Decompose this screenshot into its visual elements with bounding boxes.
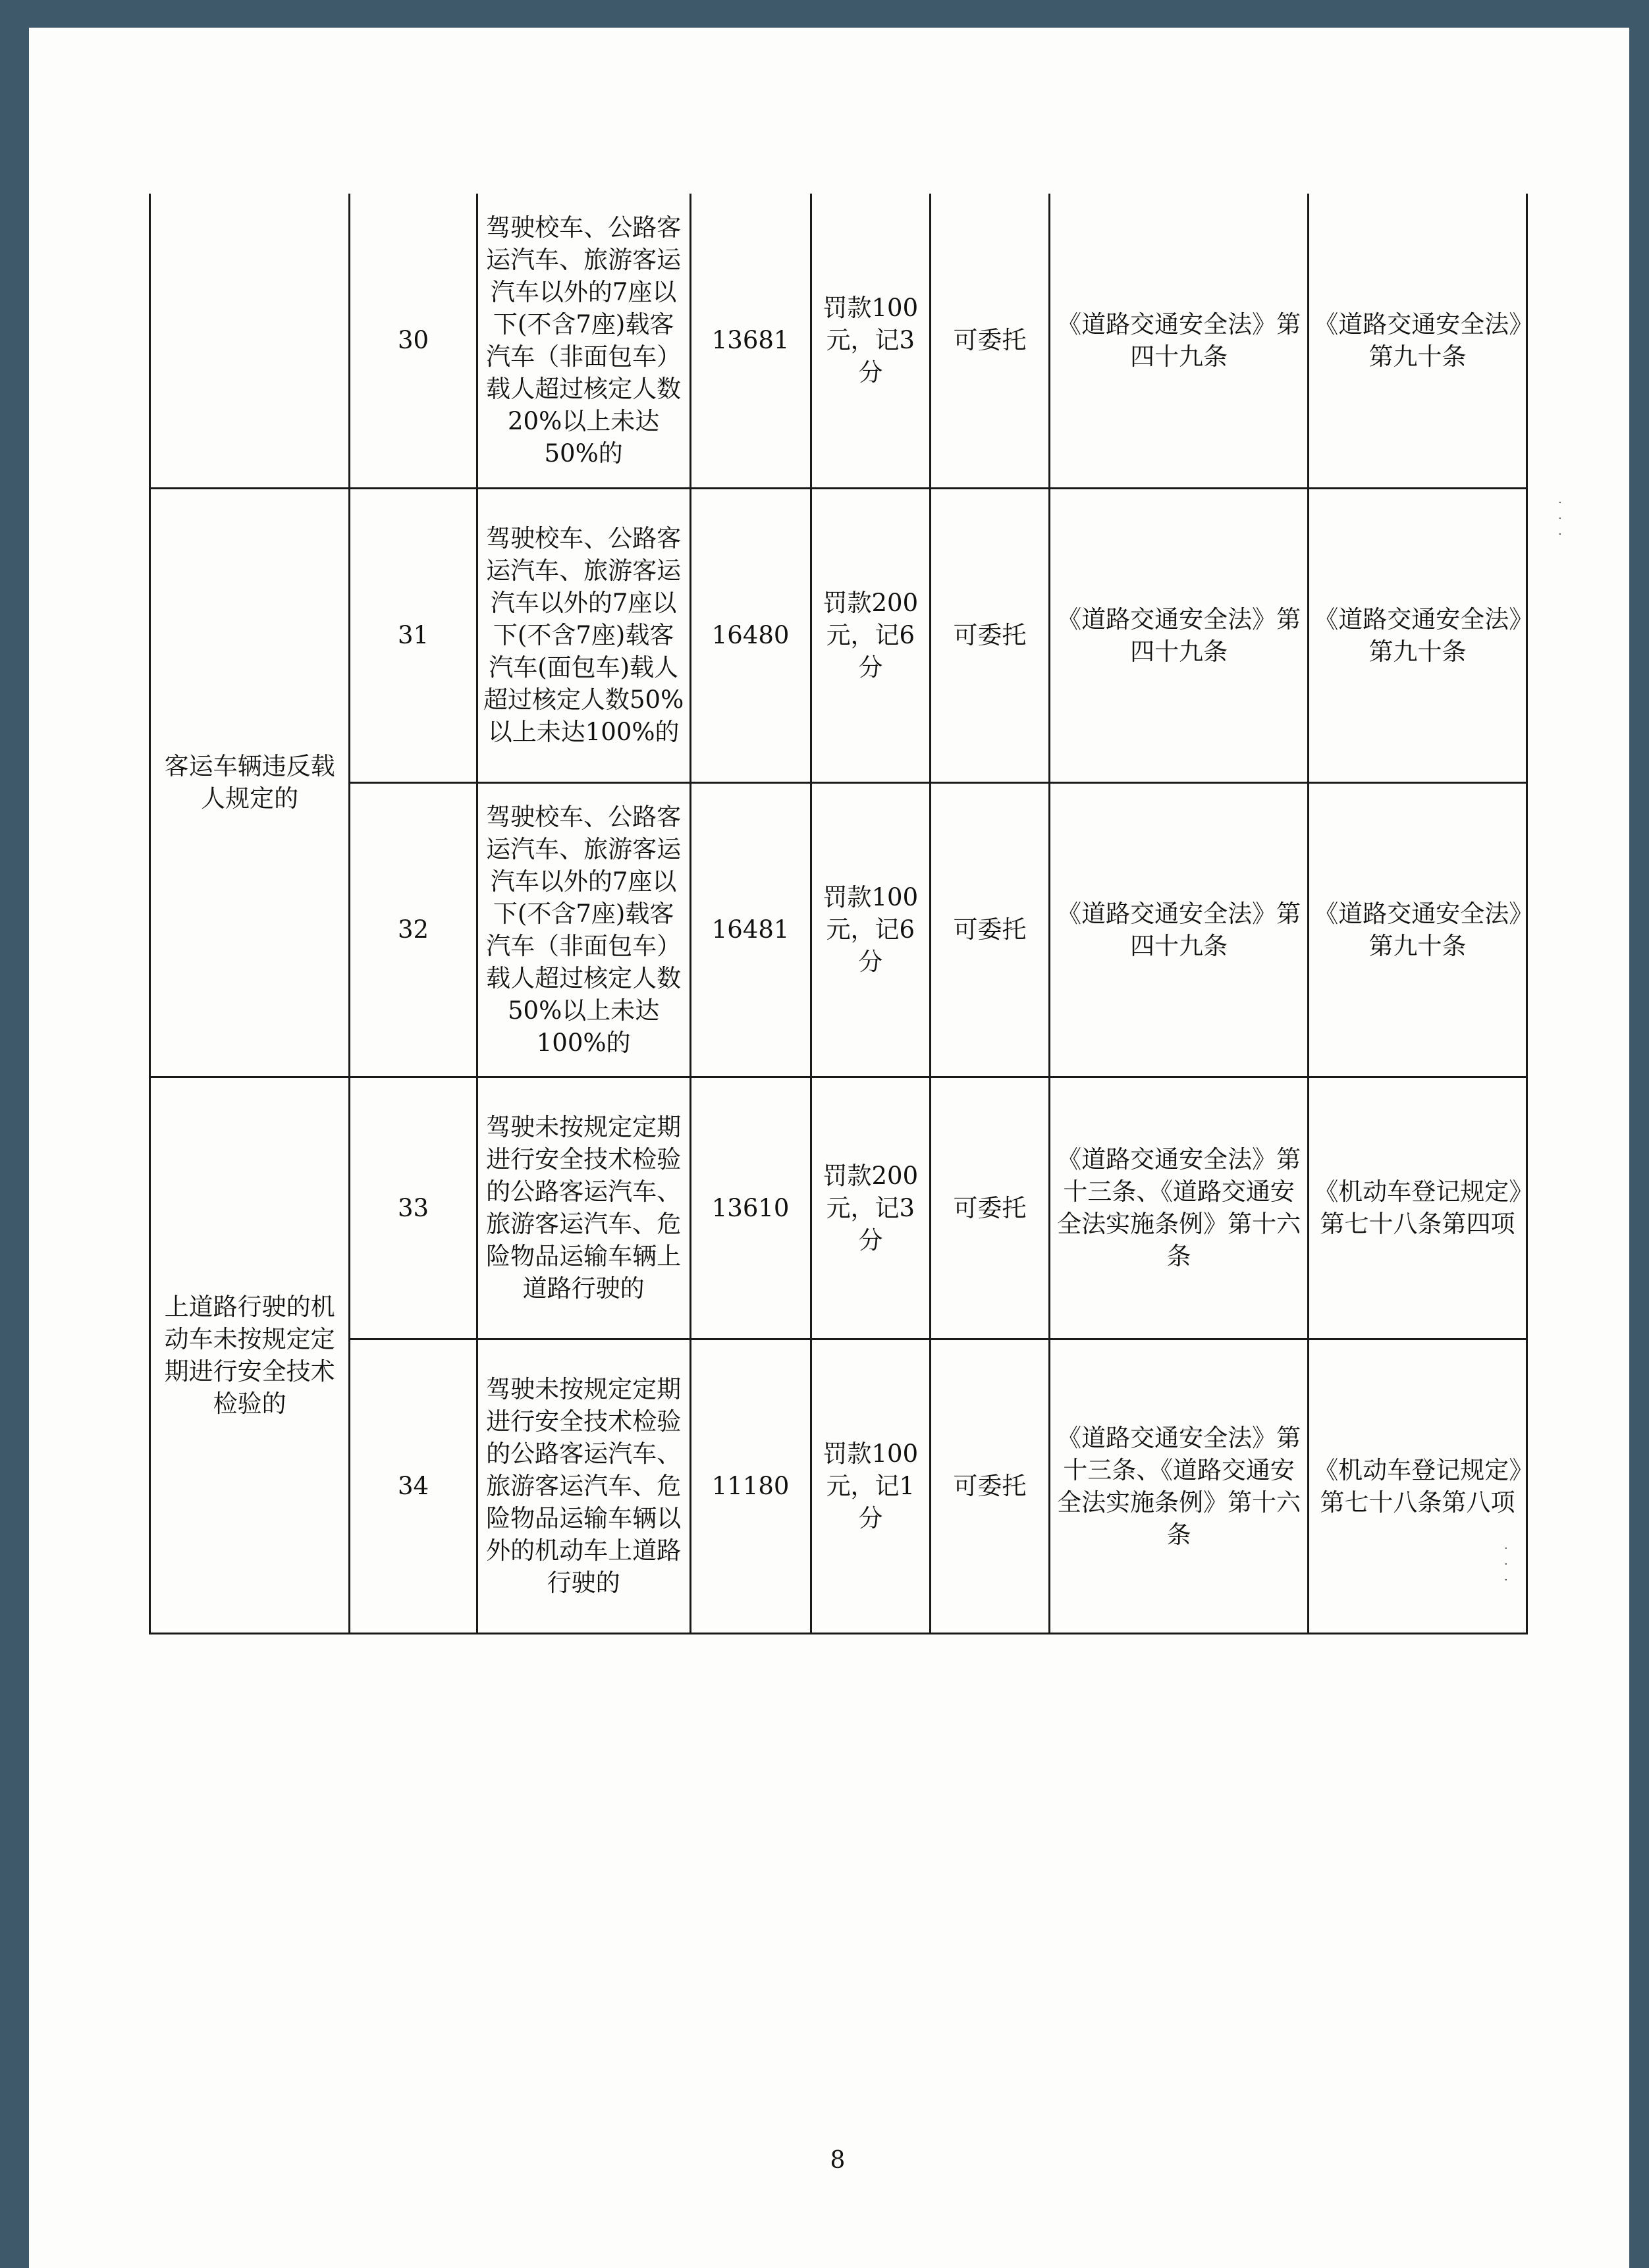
violation-description: 驾驶未按规定定期进行安全技术检验的公路客运汽车、旅游客运汽车、危险物品运输车辆以外的机动车上道路行驶的 bbox=[477, 1339, 690, 1633]
table-row bbox=[150, 1339, 1527, 1633]
penalty-clause: 《道路交通安全法》第九十条 bbox=[1309, 782, 1527, 1077]
penalty: 罚款100元，记1分 bbox=[811, 1339, 930, 1633]
violation-code: 16481 bbox=[690, 782, 811, 1077]
table-row bbox=[150, 782, 1527, 1077]
item-number: 30 bbox=[350, 194, 477, 488]
table-row bbox=[150, 488, 1527, 782]
scan-marks: · · · bbox=[1558, 496, 1562, 541]
violation-description: 驾驶校车、公路客运汽车、旅游客运汽车以外的7座以下(不含7座)载客汽车（非面包车）载人超过核定人数20%以上未达50%的 bbox=[477, 194, 690, 488]
category-cell-continued bbox=[150, 194, 350, 488]
penalty-clause: 《机动车登记规定》第七十八条第四项 bbox=[1309, 1077, 1527, 1339]
penalty-clause: 《道路交通安全法》第九十条 bbox=[1309, 488, 1527, 782]
entrust-status: 可委托 bbox=[930, 1339, 1049, 1633]
item-number: 33 bbox=[350, 1077, 477, 1339]
page-number: 8 bbox=[830, 2147, 846, 2174]
legal-basis: 《道路交通安全法》第四十九条 bbox=[1050, 194, 1309, 488]
table-row bbox=[150, 194, 1527, 488]
penalty-clause: 《机动车登记规定》第七十八条第八项 bbox=[1309, 1339, 1527, 1633]
violation-description: 驾驶校车、公路客运汽车、旅游客运汽车以外的7座以下(不含7座)载客汽车（非面包车）载人超过核定人数50%以上未达100%的 bbox=[477, 782, 690, 1077]
violation-description: 驾驶未按规定定期进行安全技术检验的公路客运汽车、旅游客运汽车、危险物品运输车辆上道路行驶的 bbox=[477, 1077, 690, 1339]
scan-marks: · · · bbox=[1504, 1542, 1508, 1587]
legal-basis: 《道路交通安全法》第四十九条 bbox=[1050, 488, 1309, 782]
legal-basis: 《道路交通安全法》第四十九条 bbox=[1050, 782, 1309, 1077]
category-cell: 上道路行驶的机动车未按规定定期进行安全技术检验的 bbox=[150, 1077, 350, 1633]
violation-table bbox=[149, 194, 1528, 1634]
penalty: 罚款200元，记6分 bbox=[811, 488, 930, 782]
entrust-status: 可委托 bbox=[930, 782, 1049, 1077]
item-number: 34 bbox=[350, 1339, 477, 1633]
entrust-status: 可委托 bbox=[930, 194, 1049, 488]
violation-code: 13681 bbox=[690, 194, 811, 488]
entrust-status: 可委托 bbox=[930, 1077, 1049, 1339]
violation-description: 驾驶校车、公路客运汽车、旅游客运汽车以外的7座以下(不含7座)载客汽车(面包车)载人超过核定人数50%以上未达100%的 bbox=[477, 488, 690, 782]
item-number: 31 bbox=[350, 488, 477, 782]
penalty: 罚款200元，记3分 bbox=[811, 1077, 930, 1339]
legal-basis: 《道路交通安全法》第十三条、《道路交通安全法实施条例》第十六条 bbox=[1050, 1339, 1309, 1633]
penalty: 罚款100元，记3分 bbox=[811, 194, 930, 488]
table-row bbox=[150, 1077, 1527, 1339]
penalty-clause: 《道路交通安全法》第九十条 bbox=[1309, 194, 1527, 488]
violation-code: 13610 bbox=[690, 1077, 811, 1339]
category-cell: 客运车辆违反载人规定的 bbox=[150, 488, 350, 1077]
entrust-status: 可委托 bbox=[930, 488, 1049, 782]
violation-code: 11180 bbox=[690, 1339, 811, 1633]
violation-code: 16480 bbox=[690, 488, 811, 782]
item-number: 32 bbox=[350, 782, 477, 1077]
legal-basis: 《道路交通安全法》第十三条、《道路交通安全法实施条例》第十六条 bbox=[1050, 1077, 1309, 1339]
penalty: 罚款100元，记6分 bbox=[811, 782, 930, 1077]
